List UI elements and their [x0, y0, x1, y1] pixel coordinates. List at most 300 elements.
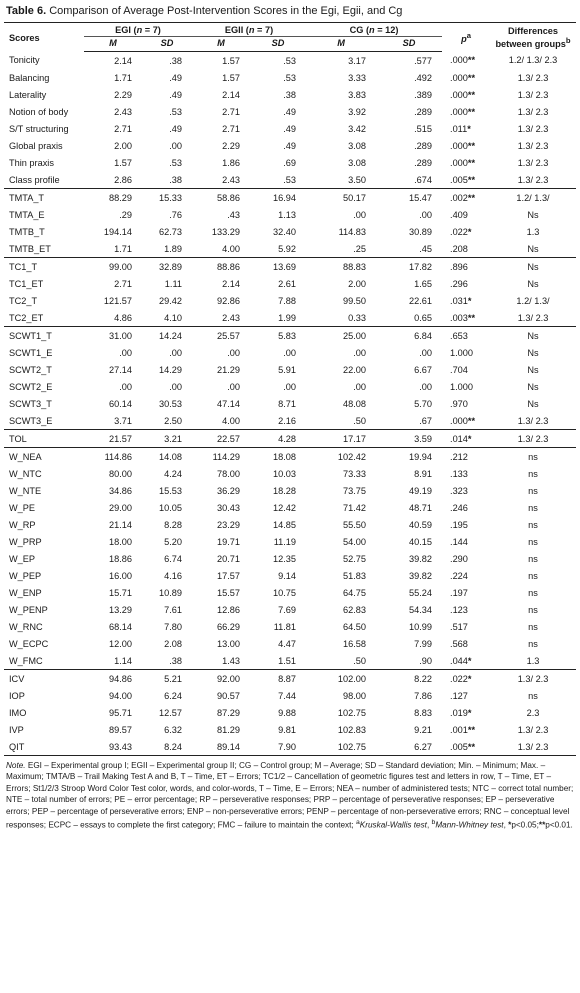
cell-p-value: .031*: [450, 295, 472, 306]
row-label: W_FMC: [9, 655, 43, 666]
cell-egii-sd: 7.88: [278, 295, 297, 306]
row-label: SCWT3_T: [9, 398, 52, 409]
cell-cg-sd: 19.94: [376, 448, 442, 466]
cell-cg-m: .50: [353, 415, 367, 426]
cell-egi-m: 2.86: [114, 174, 132, 185]
cell-egi-sd: .38: [169, 174, 182, 185]
significance-marker: *: [467, 123, 471, 134]
cell-cg-m: 16.58: [343, 638, 367, 649]
cell-cg-m: 3.33: [348, 72, 367, 83]
cell-cg-m: 54.00: [343, 536, 367, 547]
table-row: [4, 52, 576, 70]
cell-p-value: .517: [450, 621, 468, 632]
significance-marker: *: [467, 655, 472, 666]
row-label: Class profile: [9, 174, 60, 185]
note-mann-whitney: Mann-Whitney test: [435, 820, 504, 830]
col-header-egi-m: M: [84, 37, 142, 52]
cell-egii-sd: 12.42: [273, 502, 297, 513]
row-label: SCWT3_E: [9, 415, 53, 426]
cell-cg-m: 73.33: [343, 468, 367, 479]
cell-egi-m: 80.00: [109, 468, 132, 479]
cell-egii-m: 17.57: [217, 570, 240, 581]
cell-cg-m: 50.17: [306, 189, 376, 207]
cell-differences: 1.3/ 2.3: [517, 89, 549, 100]
cell-cg-sd: 40.15: [409, 536, 433, 547]
cell-cg-m: 64.50: [343, 621, 367, 632]
cell-cg-m: 3.92: [348, 106, 367, 117]
cell-egi-sd: 4.24: [164, 468, 182, 479]
cell-egii-m: 25.57: [192, 327, 250, 345]
cell-egii-m: 22.57: [192, 430, 250, 448]
cell-egii-sd: 2.61: [278, 278, 297, 289]
significance-marker: *: [467, 433, 472, 444]
cell-egii-sd: .38: [283, 89, 297, 100]
cell-egii-sd: 8.87: [250, 670, 306, 688]
table-row: [4, 465, 576, 482]
cell-egii-m: 36.29: [217, 485, 240, 496]
cell-differences: ns: [528, 468, 538, 479]
cell-egi-m: 18.86: [109, 553, 132, 564]
col-header-egi-sd: SD: [142, 37, 192, 52]
cell-egii-m: 2.71: [222, 106, 240, 117]
cell-differences: 1.2/ 1.3/ 2.3: [508, 55, 558, 66]
cell-egii-sd: 14.85: [273, 519, 297, 530]
table-row: [4, 292, 576, 309]
cell-egii-sd: 16.94: [250, 189, 306, 207]
cell-cg-sd: 1.65: [414, 278, 433, 289]
cell-egi-m: 2.29: [114, 89, 132, 100]
cell-egii-m: 92.00: [192, 670, 250, 688]
cell-cg-m: 0.33: [348, 312, 367, 323]
cell-cg-m: 102.42: [306, 448, 376, 466]
cell-cg-m: 64.75: [343, 587, 367, 598]
cell-egi-m: 68.14: [109, 621, 132, 632]
cell-egi-m: 1.57: [114, 157, 132, 168]
cell-p-value: .896: [442, 258, 490, 276]
cell-egi-sd: 29.42: [159, 295, 182, 306]
cell-p-value: .000**: [450, 55, 476, 66]
table-row: [4, 309, 576, 327]
cell-egii-m: 1.43: [222, 655, 240, 666]
cell-differences: ns: [528, 570, 538, 581]
cell-differences: ns: [490, 448, 576, 466]
cell-egi-sd: 6.32: [164, 724, 182, 735]
row-label: TMTA_E: [9, 209, 45, 220]
cell-egi-sd: .49: [169, 72, 182, 83]
cell-p-value: .246: [450, 502, 468, 513]
cell-cg-sd: 5.70: [414, 398, 433, 409]
table-caption: [6, 4, 576, 18]
row-label: W_ENP: [9, 587, 42, 598]
cell-cg-m: 88.83: [306, 258, 376, 276]
cell-egi-sd: 1.89: [164, 243, 182, 254]
cell-egii-sd: 13.69: [250, 258, 306, 276]
col-header-egii-m: M: [192, 37, 250, 52]
cell-egi-m: 1.14: [114, 655, 132, 666]
cell-egii-sd: .53: [283, 72, 297, 83]
table-row: [4, 601, 576, 618]
cell-differences: 1.3/ 2.3: [517, 724, 549, 735]
cell-cg-sd: 22.61: [409, 295, 433, 306]
table-row: [4, 86, 576, 103]
table-row: [4, 223, 576, 240]
cell-egi-m: .00: [119, 347, 132, 358]
cell-egi-m: 60.14: [109, 398, 132, 409]
table-label: Table 6.: [6, 5, 47, 17]
cell-p-value: .000**: [450, 106, 476, 117]
row-label: TMTA_T: [4, 189, 84, 207]
cell-cg-m: 3.08: [348, 140, 367, 151]
cell-p-value: .000**: [450, 89, 476, 100]
cell-cg-sd: .289: [414, 106, 433, 117]
cell-egii-m: 81.29: [217, 724, 240, 735]
cell-cg-sd: 0.65: [414, 312, 433, 323]
cell-differences: ns: [528, 502, 538, 513]
cell-egi-sd: 5.20: [164, 536, 182, 547]
cell-egii-sd: 4.47: [278, 638, 297, 649]
cell-egi-m: 12.00: [109, 638, 132, 649]
cell-egii-m: 92.86: [217, 295, 240, 306]
significance-marker: *: [467, 226, 472, 237]
table-body: [4, 52, 576, 756]
cell-p-value: .323: [450, 485, 468, 496]
cell-differences: 1.3: [526, 226, 540, 237]
cell-egi-sd: .76: [169, 209, 182, 220]
cell-cg-sd: .577: [414, 55, 433, 66]
table-row: [4, 378, 576, 395]
cell-differences: Ns: [527, 243, 539, 254]
cell-cg-sd: 8.91: [414, 468, 433, 479]
cell-egi-m: 15.71: [109, 587, 132, 598]
cell-cg-m: 114.83: [338, 226, 367, 237]
cell-cg-sd: 40.59: [409, 519, 433, 530]
cell-p-value: .296: [450, 278, 468, 289]
cell-differences: 1.2/ 1.3/: [490, 189, 576, 207]
table-row: [4, 482, 576, 499]
col-header-egi: EGI (n = 7): [84, 23, 192, 37]
cell-egi-sd: 2.50: [164, 415, 182, 426]
cell-cg-sd: 39.82: [409, 553, 433, 564]
cell-egi-sd: .00: [169, 140, 182, 151]
cell-egi-m: 16.00: [109, 570, 132, 581]
table-row: [4, 240, 576, 258]
cell-egii-m: 23.29: [217, 519, 240, 530]
cell-egi-m: 114.86: [84, 448, 142, 466]
table-row: [4, 154, 576, 171]
row-label: W_EP: [9, 553, 36, 564]
cell-egi-m: 31.00: [84, 327, 142, 345]
significance-marker: **: [467, 312, 476, 323]
significance-marker: **: [467, 89, 476, 100]
cell-cg-m: 2.00: [348, 278, 367, 289]
cell-egii-sd: .53: [283, 55, 297, 66]
cell-egi-sd: 62.73: [159, 226, 182, 237]
row-label: W_PEP: [9, 570, 42, 581]
cell-p-value: .568: [450, 638, 468, 649]
cell-egi-sd: 2.08: [164, 638, 182, 649]
table-row: [4, 361, 576, 378]
cell-cg-sd: .45: [419, 243, 433, 254]
significance-marker: *: [467, 295, 472, 306]
cell-differences: 1.3/ 2.3: [517, 106, 549, 117]
cell-cg-sd: 7.86: [414, 690, 433, 701]
cell-differences: Ns: [527, 347, 539, 358]
significance-marker: **: [467, 55, 476, 66]
cell-egi-sd: 7.61: [164, 604, 182, 615]
cell-differences: Ns: [527, 364, 539, 375]
cell-egi-m: .29: [119, 209, 132, 220]
cell-egii-sd: 7.90: [250, 738, 306, 756]
row-label: W_RP: [9, 519, 36, 530]
row-label: TMTB_T: [9, 226, 45, 237]
row-label: SCWT1_E: [9, 347, 53, 358]
cell-egi-sd: .38: [169, 655, 182, 666]
table-row: [4, 448, 576, 466]
table-row: [4, 533, 576, 550]
cell-egi-m: 2.71: [114, 278, 132, 289]
cell-egii-m: 89.14: [192, 738, 250, 756]
cell-egi-m: 95.71: [109, 707, 132, 718]
cell-egi-m: 121.57: [103, 295, 132, 306]
table-row: [4, 395, 576, 412]
row-label: QIT: [4, 738, 84, 756]
cell-egi-sd: 3.21: [142, 430, 192, 448]
table-row: [4, 738, 576, 756]
cell-cg-sd: .00: [419, 209, 433, 220]
cell-egi-sd: 6.24: [164, 690, 182, 701]
cell-p-value: .208: [450, 243, 468, 254]
row-label: W_RNC: [9, 621, 43, 632]
cell-cg-sd: .515: [414, 123, 433, 134]
cell-p-value: .123: [450, 604, 468, 615]
row-label: TC2_T: [9, 295, 38, 306]
cell-cg-m: .00: [353, 381, 367, 392]
cell-egii-m: .00: [227, 347, 240, 358]
cell-egii-m: 78.00: [217, 468, 240, 479]
cell-egi-sd: 15.33: [142, 189, 192, 207]
cell-differences: 1.3/ 2.3: [517, 312, 549, 323]
cell-cg-sd: 15.47: [376, 189, 442, 207]
row-label: IOP: [9, 690, 25, 701]
cell-egii-sd: 7.44: [278, 690, 297, 701]
col-header-scores: Scores: [4, 23, 84, 52]
cell-cg-sd: 8.83: [414, 707, 433, 718]
significance-marker: **: [467, 415, 476, 426]
cell-egi-m: 99.00: [84, 258, 142, 276]
cell-egii-m: 114.29: [192, 448, 250, 466]
row-label: W_ECPC: [9, 638, 49, 649]
row-label: TC2_ET: [9, 312, 44, 323]
cell-cg-m: 25.00: [306, 327, 376, 345]
col-header-differences: Differences between groups$^b$: [490, 23, 576, 52]
cell-p-value: .133: [450, 468, 468, 479]
cell-egii-sd: 7.69: [278, 604, 297, 615]
cell-egii-m: .00: [227, 381, 240, 392]
cell-cg-m: 3.83: [348, 89, 367, 100]
cell-p-value: .000**: [450, 72, 476, 83]
row-label: IVP: [9, 724, 24, 735]
cell-p-value: .000**: [450, 415, 476, 426]
row-label: Tonicity: [9, 55, 40, 66]
cell-egii-sd: 12.35: [273, 553, 297, 564]
cell-differences: ns: [528, 604, 538, 615]
cell-egii-sd: 32.40: [273, 226, 297, 237]
cell-egi-m: 89.57: [109, 724, 132, 735]
cell-egi-m: 34.86: [109, 485, 132, 496]
row-label: TC1_ET: [9, 278, 44, 289]
cell-egii-sd: 11.81: [273, 621, 297, 632]
table-row: [4, 635, 576, 652]
row-label: SCWT2_T: [9, 364, 52, 375]
cell-cg-sd: 7.99: [414, 638, 433, 649]
cell-egi-m: 2.14: [114, 55, 132, 66]
cell-differences: Ns: [527, 278, 539, 289]
cell-differences: Ns: [527, 209, 539, 220]
cell-egi-m: 3.71: [114, 415, 132, 426]
cell-egi-sd: .53: [169, 157, 182, 168]
row-label: W_NTE: [9, 485, 42, 496]
cell-cg-m: 48.08: [343, 398, 367, 409]
cell-egi-sd: 14.08: [142, 448, 192, 466]
cell-egi-sd: .53: [169, 106, 182, 117]
cell-egii-m: .43: [227, 209, 240, 220]
cell-cg-m: 17.17: [306, 430, 376, 448]
row-label: W_PENP: [9, 604, 48, 615]
cell-p-value: .011*: [450, 123, 471, 134]
significance-marker: **: [467, 741, 476, 752]
cell-cg-m: .00: [353, 209, 367, 220]
row-label: W_NEA: [4, 448, 84, 466]
cell-egii-m: 13.00: [217, 638, 240, 649]
cell-differences: ns: [528, 638, 538, 649]
cell-egii-sd: .49: [283, 106, 297, 117]
cell-p-value: .290: [450, 553, 468, 564]
cell-cg-m: 102.83: [337, 724, 367, 735]
cell-egii-m: 133.29: [211, 226, 240, 237]
table-row: [4, 189, 576, 207]
table-row: [4, 69, 576, 86]
significance-marker: **: [467, 72, 476, 83]
cell-cg-sd: 55.24: [409, 587, 433, 598]
col-header-egii: EGII (n = 7): [192, 23, 306, 37]
significance-marker: **: [467, 724, 476, 735]
cell-egii-m: 15.57: [217, 587, 240, 598]
cell-egi-m: 27.14: [109, 364, 132, 375]
cell-differences: ns: [528, 553, 538, 564]
table-row: [4, 618, 576, 635]
note-label: Note.: [6, 761, 26, 770]
cell-cg-sd: .289: [414, 140, 433, 151]
table-row: [4, 670, 576, 688]
cell-p-value: .022*: [442, 670, 490, 688]
table-row: [4, 687, 576, 704]
table-note: Note. EGI – Experimental group I; EGII – Experimental group II; CG – Control group; M – Average; SD – Standard deviation; Min. – Minimum; Max. – Maximum; TMTA/B – Trail Making Test A and B, T – Time, ET – Errors; TC1/2 – Cancellation of geometric figures test and letters in row, T – Time, ET – Errors; St1/2/3 Stroop Word Color Test color, words, and color-words, T – Time, E – Errors; NEA – number of administered tests; NTC – correct total number; NTE – total number of errors; PE – error percentage; RP – perseverative responses; PRP – percentage of perseverative responses; EP – perseverative errors; PEP – percentage of perseverative errors; ENP – non-perseverative errors; PENP – percentage of non-perseverative errors; RNC – conceptual level responses; ECPC – essays to complete the first category; FMC – failure to maintain the context; $^a$Kruskal-Wallis test, $^b$Mann-Whitney test, *p<0.05;**p<0.01.: [6, 761, 574, 830]
cell-egi-m: 21.57: [84, 430, 142, 448]
cell-cg-sd: 6.27: [376, 738, 442, 756]
cell-egii-sd: 8.71: [278, 398, 297, 409]
cell-egii-sd: 5.91: [278, 364, 297, 375]
row-label: IMO: [9, 707, 27, 718]
cell-egii-m: 88.86: [192, 258, 250, 276]
cell-differences: 1.3/ 2.3: [490, 670, 576, 688]
cell-egii-sd: 5.83: [250, 327, 306, 345]
cell-cg-sd: 54.34: [409, 604, 433, 615]
cell-cg-sd: 48.71: [409, 502, 433, 513]
significance-marker: **: [467, 174, 476, 185]
cell-egii-sd: .53: [283, 174, 297, 185]
cell-egi-m: 2.00: [114, 140, 132, 151]
cell-cg-m: .25: [353, 243, 367, 254]
cell-egi-sd: 14.24: [142, 327, 192, 345]
cell-p-value: .005**: [450, 174, 476, 185]
significance-marker: **: [467, 192, 476, 203]
table-title: Comparison of Average Post-Intervention Scores in the Egi, Egii, and Cg: [46, 5, 403, 17]
cell-cg-m: 3.08: [348, 157, 367, 168]
cell-cg-m: 98.00: [343, 690, 367, 701]
cell-cg-sd: .492: [414, 72, 433, 83]
row-label: Global praxis: [9, 140, 63, 151]
row-label: TOL: [4, 430, 84, 448]
cell-differences: 1.3/ 2.3: [517, 157, 549, 168]
col-header-cg-sd: SD: [376, 37, 442, 52]
cell-egi-sd: 30.53: [159, 398, 182, 409]
col-header-p: $p^a$: [442, 23, 490, 52]
cell-egii-sd: .69: [283, 157, 297, 168]
cell-p-value: .704: [450, 364, 468, 375]
cell-cg-sd: 39.82: [409, 570, 433, 581]
cell-differences: ns: [528, 690, 538, 701]
cell-p-value: .019*: [450, 707, 472, 718]
cell-cg-m: 102.00: [306, 670, 376, 688]
cell-egii-sd: .00: [283, 347, 297, 358]
significance-marker: **: [467, 106, 476, 117]
cell-egi-m: 88.29: [84, 189, 142, 207]
table-row: [4, 103, 576, 120]
cell-differences: 1.3/ 2.3: [490, 430, 576, 448]
cell-differences: ns: [528, 621, 538, 632]
cell-egi-m: .00: [119, 381, 132, 392]
cell-p-value: .409: [450, 209, 468, 220]
cell-egi-sd: .00: [169, 381, 182, 392]
cell-p-value: .197: [450, 587, 468, 598]
cell-cg-m: .00: [353, 347, 367, 358]
table-row: [4, 258, 576, 276]
cell-egii-sd: .00: [283, 381, 297, 392]
cell-p-value: .044*: [450, 655, 472, 666]
cell-cg-sd: .00: [419, 381, 433, 392]
cell-egi-sd: 4.10: [164, 312, 182, 323]
cell-differences: 1.3/ 2.3: [517, 72, 549, 83]
cell-cg-m: 51.83: [343, 570, 367, 581]
cell-egi-m: 93.43: [84, 738, 142, 756]
col-header-cg: CG (n = 12): [306, 23, 442, 37]
cell-egi-sd: 12.57: [159, 707, 182, 718]
cell-egi-m: 29.00: [109, 502, 132, 513]
cell-p-value: .212: [442, 448, 490, 466]
cell-egii-m: 47.14: [217, 398, 240, 409]
cell-cg-sd: 17.82: [376, 258, 442, 276]
cell-differences: 1.3/ 2.3: [517, 174, 549, 185]
cell-egi-m: 2.43: [114, 106, 132, 117]
cell-cg-m: 52.75: [343, 553, 367, 564]
cell-differences: Ns: [527, 381, 539, 392]
table-row: [4, 516, 576, 533]
cell-egii-sd: 9.14: [278, 570, 297, 581]
table-row: [4, 120, 576, 137]
cell-egii-m: 2.14: [222, 89, 240, 100]
significance-marker: **: [467, 157, 476, 168]
row-label: TC1_T: [4, 258, 84, 276]
